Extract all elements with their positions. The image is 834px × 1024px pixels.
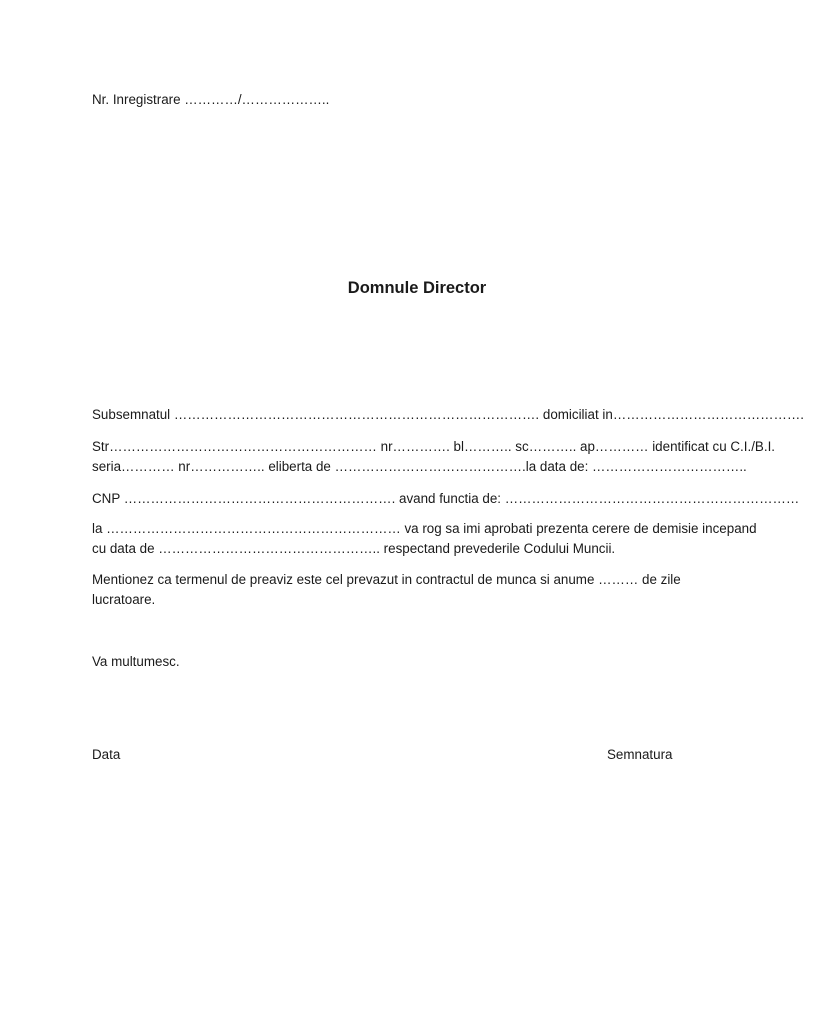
employer-line: la ………………………………………………………… va rog sa imi aprobati prezenta cerere de demisie incepand (92, 521, 757, 536)
notice-period-continuation: lucratoare. (92, 592, 156, 607)
start-date-line: cu data de ………………………………………….. respectand prevederile Codului Muncii. (92, 541, 616, 556)
id-series-line: seria………… nr…………….. eliberta de …………………………………….la data de: …………………………….. (92, 459, 747, 474)
cnp-line: CNP ……………………………………………………. avand functia de: ………………………………………………………… (92, 491, 800, 506)
document-title: Domnule Director (347, 279, 487, 297)
subsemnatul-line: Subsemnatul ………………………………………………………………………. domiciliat in……………………………………. (92, 407, 805, 422)
notice-period-line: Mentionez ca termenul de preaviz este cel prevazut in contractul de munca si anume ……… de zile (92, 572, 681, 587)
address-line: Str…………………………………………………… nr…………. bl……….. sc……….. ap………… identificat cu C.I./B.I. (92, 439, 776, 454)
registration-number: Nr. Inregistrare …………/……………….. (92, 92, 330, 107)
closing-text: Va multumesc. (92, 654, 180, 669)
signature-label: Semnatura (607, 747, 673, 762)
date-label: Data (92, 747, 121, 762)
